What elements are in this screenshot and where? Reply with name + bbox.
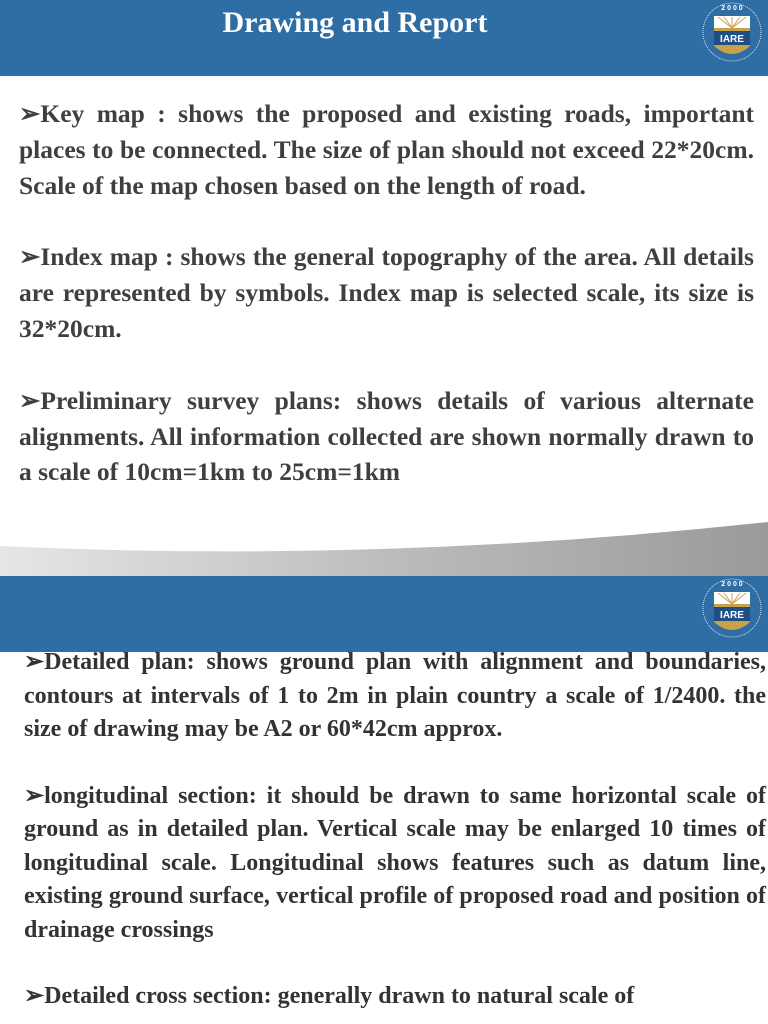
- bullet-text: Detailed cross section: generally drawn to natural scale of: [44, 983, 635, 1009]
- arrow-bullet-icon: ➢: [24, 649, 45, 675]
- bullet-text: Detailed plan: shows ground plan with alignment and boundaries, contours at intervals of 1 to 2m in plain country a scale of 1/2400. the size of drawing may be A2 or 60*42cm approx.: [24, 649, 766, 742]
- bullet-paragraph: [24, 980, 766, 1014]
- iare-logo-icon: [700, 2, 764, 74]
- bullet-paragraph: [24, 780, 766, 948]
- arrow-bullet-icon: ➢: [19, 385, 41, 415]
- bullet-paragraph: [24, 646, 766, 747]
- footer-swoosh: [0, 516, 768, 576]
- bullet-paragraph: [19, 383, 754, 490]
- bullet-paragraph: [19, 96, 754, 203]
- slide-2: [0, 576, 768, 1024]
- logo-text: IARE: [720, 610, 744, 621]
- arrow-bullet-icon: ➢: [24, 782, 45, 809]
- bullet-text: longitudinal section: it should be drawn to same horizontal scale of ground as in detailed plan. Vertical scale may be enlarged 10 times of longitudinal scale. Longitudinal shows features such as datum line, existing ground surface, vertical profile of proposed road and position of drainage crossings: [24, 782, 766, 943]
- logo-text: IARE: [720, 34, 744, 45]
- arrow-bullet-icon: ➢: [24, 983, 45, 1009]
- logo-year: 2 0 0 0: [721, 581, 743, 588]
- arrow-bullet-icon: ➢: [19, 99, 41, 128]
- iare-logo-icon: [700, 578, 764, 650]
- slide-title: Drawing and Report: [222, 6, 488, 39]
- arrow-bullet-icon: ➢: [19, 242, 41, 272]
- bullet-text: Index map : shows the general topography of the area. All details are represented by symbols. Index map is selected scale, its size is 32*20cm.: [19, 242, 754, 343]
- slide-header: [0, 576, 768, 652]
- slide-body: [24, 646, 766, 1024]
- bullet-paragraph: [19, 239, 754, 346]
- bullet-text: Preliminary survey plans: shows details of various alternate alignments. All information collected are shown normally drawn to a scale of 10cm=1km to 25cm=1km: [19, 385, 754, 487]
- slide-header: [0, 0, 768, 76]
- logo-year: 2 0 0 0: [721, 5, 743, 12]
- bullet-text: Key map : shows the proposed and existing roads, important places to be connected. The size of plan should not exceed 22*20cm. Scale of the map chosen based on the length of road.: [19, 99, 754, 200]
- slide-body: [19, 96, 754, 526]
